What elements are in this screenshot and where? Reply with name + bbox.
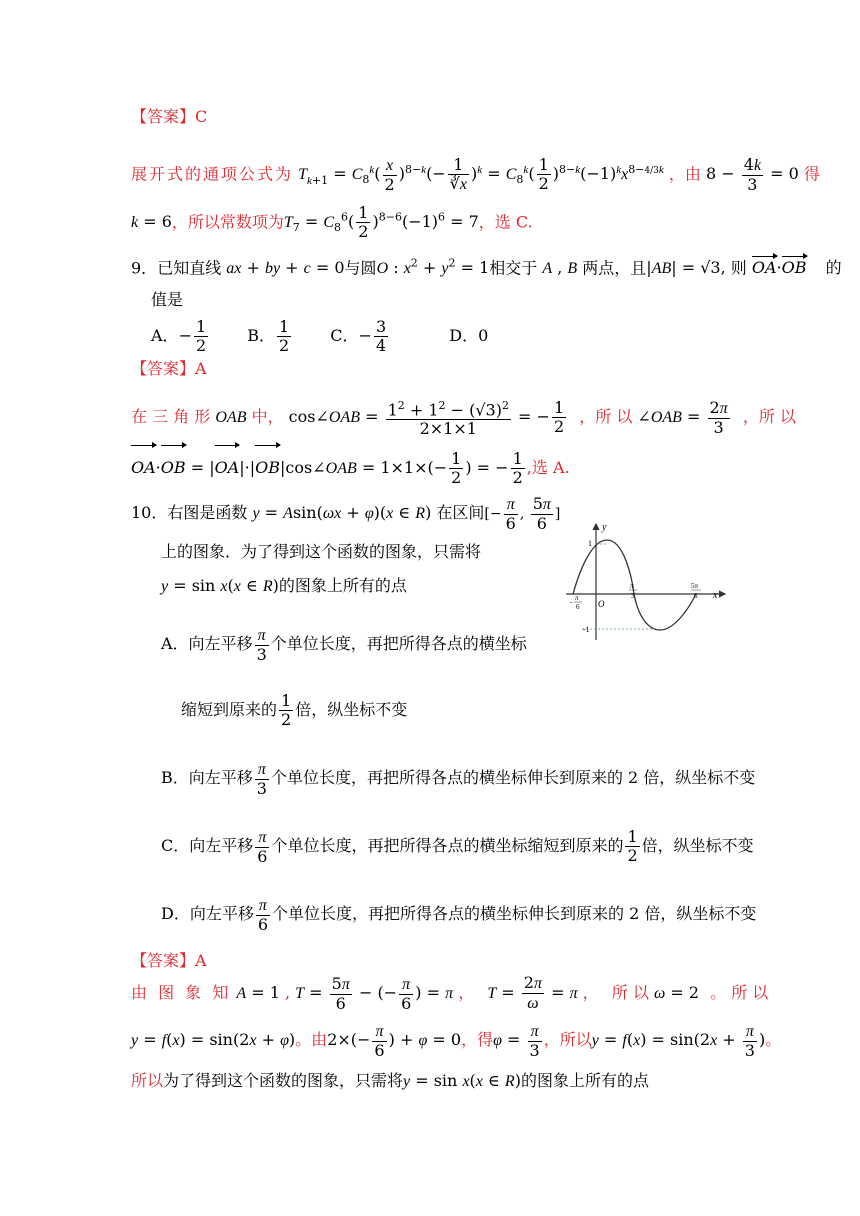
text: C．向左平移	[161, 836, 254, 855]
q10-solution-line-2	[131, 1017, 860, 1063]
formula: y = sin x(x ∈ R)	[161, 576, 279, 595]
q9-options	[151, 316, 860, 356]
text: ，所以常数项为	[171, 212, 284, 232]
q8-solution-line-1	[131, 145, 860, 195]
text: 个单位长度，再把所得各点的横坐标缩短到原来的	[271, 836, 624, 855]
question-number: 9．	[131, 258, 158, 278]
formula: ∠OAB = $\frac{2\pi}{3}$	[637, 397, 728, 437]
tick-pi3-num: π	[630, 582, 634, 590]
option-c: C．− $\frac{3}{4}$	[330, 317, 387, 355]
q10-solution-line-3	[131, 1070, 860, 1093]
formula: O : $x^2 + y^2 = 1$	[376, 257, 490, 278]
text: 缩短到原来的	[181, 700, 278, 719]
text: 个单位长度，再把所得各点的横坐标伸长到原来的 2 倍，纵坐标不变	[272, 904, 757, 923]
formula: φ = $\frac{\pi}{3}$	[493, 1022, 540, 1060]
text: 的图象上所有的点	[520, 1071, 649, 1090]
option-label: C．	[330, 326, 359, 345]
answer-label: 【答案】	[131, 359, 196, 378]
text: 展开式的通项公式为	[131, 164, 294, 184]
q8-solution-line-2	[131, 196, 860, 240]
q9-stem-line-1	[131, 253, 860, 280]
q9-answer	[131, 358, 860, 380]
tick-label-neg-1: -1	[583, 625, 590, 634]
q10-option-a-line-1	[161, 622, 860, 666]
option-label: B．	[247, 326, 276, 345]
formula: OAB	[215, 409, 247, 426]
option-label: D．0	[449, 326, 489, 345]
answer-value: C	[195, 107, 208, 126]
fraction: $\frac{\pi}{6}$	[257, 896, 269, 934]
option-b: B． $\frac{1}{2}$	[247, 317, 290, 355]
text: ，所 以	[579, 407, 633, 426]
fraction: $\frac{\pi}{3}$	[256, 626, 267, 664]
fraction: $\frac{1}{2}$	[627, 827, 638, 865]
option-label: A．	[151, 326, 179, 345]
text: 两点，且	[582, 258, 647, 278]
text: ，所 以	[742, 407, 796, 426]
formula: [− $\frac{\pi}{6}$ , $\frac{5\pi}{6}$ ]	[484, 494, 561, 533]
formula: y = Asin(ωx + φ)(x ∈ R)	[252, 503, 432, 522]
formula: A = 1	[236, 983, 280, 1002]
answer-label: 【答案】	[131, 951, 196, 970]
q10-option-b	[161, 756, 860, 800]
origin-label: O	[598, 599, 605, 609]
text: 所以为了得到这个函数的图象，只需将	[131, 1071, 404, 1090]
tick-5pi6-num: 5π	[691, 582, 699, 590]
text: 。由	[295, 1030, 328, 1049]
q10-solution-line-1: 由 图 象 知 A = 1 , T = $\frac{5\pi}{6}$ − (− $\frac{\pi}{6}$ ) = π ， T = $\frac{2\pi}{\omega}$ = π ， 所 以 ω = 2 。 所 以	[131, 973, 769, 1013]
text: 个单位长度，再把所得各点的横坐标	[270, 634, 527, 653]
text: 的图象上所有的点	[278, 576, 407, 595]
text: 在区间	[436, 503, 485, 522]
formula: T = $\frac{5\pi}{6}$ − (− $\frac{\pi}{6}$ ) = π	[295, 973, 454, 1013]
y-axis-label: y	[602, 522, 607, 533]
answer-label: 【答案】	[131, 107, 196, 126]
text: 由 图 象 知	[131, 983, 232, 1002]
formula: y = f(x) = sin(2x + φ)	[131, 1030, 296, 1049]
x-axis-label: x	[713, 590, 718, 601]
text: 倍，纵坐标不变	[295, 700, 408, 719]
text: ，得	[461, 1030, 494, 1049]
tick-label-1: 1	[588, 539, 592, 548]
formula: y = f(x) = sin(2x + $\frac{\pi}{3}$ )	[591, 1022, 766, 1060]
q10-answer	[131, 950, 860, 972]
text: 上的图象．为了得到这个函数的图象，只需将	[161, 542, 482, 561]
formula: 2×(− $\frac{\pi}{6}$ ) + φ = 0	[327, 1022, 462, 1060]
formula: ax + by + c = 0	[226, 258, 345, 278]
text: B．向左平移	[161, 768, 253, 787]
q10-option-c	[161, 824, 860, 868]
tick-pi3-den: 3	[631, 592, 635, 600]
formula: OA·OB = |OA|·|OB|cos∠OAB = 1×1×(− $\frac{1}{2}$ ) = − $\frac{1}{2}$	[131, 458, 527, 477]
tick-neg-pi-den: 6	[576, 603, 580, 611]
fraction: $\frac{1}{2}$	[281, 691, 292, 729]
text: 相交于	[489, 258, 538, 278]
q9-solution-line-1	[131, 392, 860, 442]
formula: 8 − $\frac{4k}{3}$ = 0	[705, 154, 799, 194]
q10-stem-line-1	[131, 493, 860, 533]
text: 倍，纵坐标不变	[641, 836, 754, 855]
fraction: $\frac{\pi}{6}$	[257, 828, 268, 866]
answer-value: A	[195, 951, 207, 970]
question-number: 10．	[131, 503, 168, 522]
text: 的	[825, 258, 842, 278]
formula: cos∠OAB = $\frac{1^2 + 1^2 - (√3)^2}{2\times 1\times 1}$ = − $\frac{1}{2}$	[288, 398, 565, 439]
formula: 所 以	[611, 983, 649, 1002]
text: A．向左平移	[161, 634, 253, 653]
text: 中，	[251, 407, 284, 426]
q10-option-a-line-2	[181, 688, 860, 732]
q10-stem-line-3	[161, 575, 860, 598]
formula: ω = 2	[653, 983, 700, 1002]
tick-neg-pi-num: π	[575, 594, 579, 602]
text: 。 所 以	[710, 983, 769, 1002]
formula: A , B	[542, 258, 578, 278]
text: 值是	[151, 290, 184, 309]
text: 已知直线	[157, 258, 222, 278]
text: 。	[765, 1030, 782, 1049]
text: D．向左平移	[161, 904, 254, 923]
tick-5pi6-den: 6	[694, 592, 698, 600]
formula: OA·OB	[751, 258, 807, 278]
text: 个单位长度，再把所得各点的横坐标伸长到原来的 2 倍，纵坐标不变	[270, 768, 756, 787]
text: ，选 C.	[478, 212, 533, 232]
q9-solution-line-2: OA·OB = |OA|·|OB|cos∠OAB = 1×1×(− $\frac{1}{2}$ ) = − $\frac{1}{2}$ ,选 A.	[131, 446, 860, 490]
text: 与圆	[344, 258, 377, 278]
text: ，由	[668, 164, 701, 184]
option-d	[449, 326, 488, 345]
text: 则	[730, 258, 747, 278]
text: ，所以	[543, 1030, 592, 1049]
text: 选 A.	[531, 458, 570, 477]
formula: k = 6	[131, 212, 172, 232]
formula: $T_{k+1} = C_8^k$( $\frac{x}{2}$ )$^{8-k}$(− $\frac{1}{∛x}$ )$^k = C_8^k$( $\frac{1}{2}$ )$^{8-k}(-1)^kx^{8-4/3k}$	[298, 154, 664, 194]
formula: T = $\frac{2\pi}{\omega}$ = π	[487, 973, 578, 1012]
tick-neg-sign: -	[570, 598, 573, 606]
fraction: $\frac{\pi}{3}$	[256, 760, 267, 798]
text: 右图是函数	[167, 503, 248, 522]
text: 在 三 角 形	[131, 407, 211, 426]
formula: y = sin x(x ∈ R)	[403, 1071, 521, 1090]
text: 得	[803, 164, 820, 184]
q10-option-d	[161, 892, 860, 936]
sine-curve	[573, 540, 696, 630]
formula: |AB| = √3,	[646, 258, 726, 278]
q9-stem-line-2	[151, 289, 860, 311]
option-a: A．− $\frac{1}{2}$	[151, 317, 207, 355]
q8-answer	[131, 106, 860, 128]
q10-stem-line-2	[161, 541, 860, 563]
answer-value: A	[195, 359, 207, 378]
formula: $T_7 = C_8^6$( $\frac{1}{2}$ )$^{8-6}(-1)^6 = 7$	[283, 203, 479, 242]
